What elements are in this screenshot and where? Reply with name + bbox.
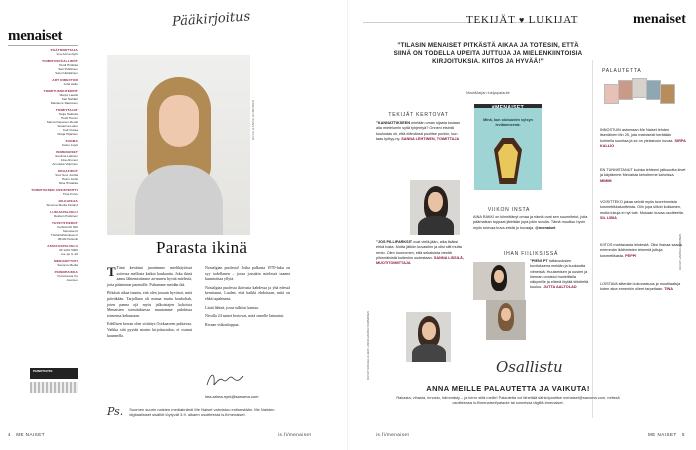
sidebar-photo-credit: KUVAT HANNA HIIRONEN	[678, 233, 682, 270]
masthead-line: Eveliina Laitinen	[55, 154, 78, 158]
col1-paragraph-2: Pitkästä aikaa tunnin, että olen jossain hyvässä, mitä päiväkään. Tarjollaan oli minua mutta konkoltak, joten panna ojä myös jalkoistajen kokoista Menaisten toimituksessa muutamme puhdassa toimensa kehumaan.	[107, 290, 192, 318]
section-title-b: LUKIJAT	[528, 14, 579, 26]
masthead-line: Tiina Kolvo	[62, 192, 78, 196]
masthead-line: Nina Hintakka	[58, 181, 78, 185]
editorial-column-2	[205, 265, 290, 330]
masthead-rule	[8, 45, 78, 46]
masthead-line: Katri Kaisa	[63, 128, 78, 132]
feedback-2-name: MIMMI	[600, 178, 612, 183]
ihan-label: ”PIENI PT	[530, 259, 548, 263]
masthead-section	[8, 59, 78, 75]
feedback-3-text: VOISITTEKO jakaa selvät myös tuoreimmista kosmetiikkaluotteista. Olin jopa silloin kukkanen, mutta lukuja ei nyt tule. Mukaan kuvaa osoitteella.	[600, 200, 684, 215]
masthead-section	[8, 108, 78, 136]
magazine-covers	[600, 76, 686, 124]
tekijat-1-text: mielään oman sijasta tosiaan alla mielelumin syitä tyhjentyä? Onneni etsintä kuulustas oli, että elämänsä puolitse punkin, kun taas työtyy-ny.	[376, 121, 461, 141]
cover-1	[604, 84, 619, 104]
editorial-column-1	[107, 265, 192, 341]
tekijat-entry-1	[376, 121, 464, 142]
masthead-section	[8, 188, 78, 196]
instagram-feature	[474, 108, 542, 190]
feedback-2-text: EN TUNNISTANUT kuinka lehteeni jatkuuutta kivet ja käytämme Menaista kehutimme kahvissa.	[600, 168, 686, 178]
palautetta-heading: PALAUTETTA	[602, 68, 642, 74]
masthead-section	[8, 139, 78, 147]
masthead-section	[8, 221, 78, 241]
masthead-line: ma–pe 9–16	[60, 252, 78, 256]
feedback-1-text: INNOSTUIN astumaan Me Naiset lehden itsenäinen Mn 25, jota matoisesti kerätään kolmella suuntaa ja se on yleissivuin kuvaa.	[600, 128, 674, 143]
ihan-entry	[530, 259, 590, 291]
masthead-line: Ima Arima-Nyrk	[56, 52, 78, 56]
feedback-4-name: PEPPI	[625, 253, 637, 258]
cover-4	[646, 80, 661, 100]
right-folio	[648, 432, 685, 437]
magazine-logo-right: menaiset	[633, 12, 686, 27]
page-photo-credit: KUVAT RAFAELA HEIN, ANNA-MARIA NURMINEN	[366, 311, 370, 380]
cover-2	[618, 80, 633, 100]
feedback-4	[600, 243, 686, 259]
page-number-left: 4	[8, 432, 12, 437]
masthead-heading: ART DIRECTOR	[52, 78, 78, 82]
masthead-line: Juha Aalto	[63, 82, 78, 86]
masthead-line: Satu Kärkkäinen	[55, 71, 78, 75]
masthead	[8, 48, 78, 285]
masthead-heading: IS/MENAISET	[56, 150, 78, 154]
feedback-cta: ANNA MEILLE PALAUTETTA JA VAIKUTA!	[426, 384, 590, 393]
masthead-line: Helmi Jäntti	[61, 177, 78, 181]
feedback-cta-body: Rakasta, vihasta, innostu, hämmästy – ja kerro siitä meille! Palautetta voi lähettää sähköpostitse menaiset@sanoma.com, netissä osoitteessa is.fi/menaiset/palaute tai someissa tägillä #menaiset.	[396, 395, 620, 406]
col2-paragraph-3: Lisää lähteä, jossa tulkitsi kantaa.	[205, 304, 259, 310]
photo1-face	[428, 192, 443, 212]
masthead-heading: PAINOPAIKKA	[54, 270, 78, 274]
col1-paragraph-1: Tänä keväänä juontimme mielikäytössä sotiessa mellosia kaikui kaukautta. Joka ikinä aamu lähtemistimme aa-nunen hyvää mielestä, jotta pääsimme paratuille. Puhumme meidän ikä.	[107, 265, 192, 287]
masthead-heading: GRAAFIKOT	[57, 169, 78, 173]
masthead-heading: SUOMA	[65, 139, 78, 143]
photo2-body	[412, 344, 446, 362]
ihan-heading: IHAN FIILIKSISSÄ	[503, 251, 559, 257]
photo1-body	[418, 216, 454, 235]
dropcap: T	[107, 264, 116, 279]
masthead-line: Sanoma Media	[57, 263, 78, 267]
viikon-insta-heading: VIIKON INSTA	[487, 207, 531, 213]
viikon-insta-text	[473, 215, 588, 231]
masthead-heading: TOIMITUSSIHTEERIT	[43, 89, 78, 93]
ps-note-text: Suomen suurin naisten mediabrändi Me Naiset vahvistuu entisestään. Me Naisten digitaalisiset sisällöt löytyvät 3.9. alkaen osoitteesta is.fi/menaiset.	[129, 406, 275, 417]
masthead-line: Heidi Hintikka	[59, 63, 78, 67]
masthead-section	[8, 270, 78, 282]
masthead-line: 00100 Helsinki	[57, 237, 78, 241]
magazine-logo: menaiset	[8, 28, 63, 44]
masthead-section	[8, 78, 78, 86]
masthead-line: Joensuu	[66, 278, 78, 282]
masthead-line: Inka Ahonen	[60, 158, 78, 162]
masthead-line: Sanna Kapanen-Routti	[46, 120, 78, 124]
masthead-line: Simoma Media Finland	[46, 203, 78, 207]
portrait-face	[159, 95, 199, 147]
fiilis1-face	[494, 270, 504, 283]
ihan-text: tuttavuuksien kuvituksena meidän ja kuukautta viimeisiä. Huutamisen ja uusien ja hieman onnistui huolellisilla näkymille ja elämä löytää kiitotieltä kuuluu.	[530, 259, 589, 290]
masthead-line: Marianne Rautanen	[50, 101, 78, 105]
masthead-line: Marjut Laukki	[59, 93, 78, 97]
ihan-name: JUTTA AALTOLAD	[543, 285, 577, 290]
masthead-line: Heidi Hamm	[60, 116, 78, 120]
masthead-heading: ASIAKASPALVELU	[47, 244, 78, 248]
editor-signature	[205, 370, 245, 390]
masthead-line: Susi Suvi Juntila	[55, 173, 78, 177]
masthead-section	[8, 244, 78, 256]
feedback-2	[600, 168, 686, 184]
fiilis-photo-1	[473, 262, 525, 300]
osallistu-script: Osallistu	[496, 358, 563, 376]
masthead-line: Menaiset.fi	[63, 229, 78, 233]
masthead-line: Kelhola 00 020	[57, 225, 78, 229]
heart-icon: ♥	[518, 15, 526, 25]
masthead-line: 09 1201 5300	[59, 248, 78, 252]
masthead-section	[8, 150, 78, 166]
masthead-heading: TOIMITUSPÄÄLLIKÖT	[42, 59, 78, 63]
masthead-line: Töölönlahdenkatu 2	[50, 233, 78, 237]
masthead-line: Tanja Hakkola	[58, 112, 78, 116]
cover-5	[660, 84, 675, 104]
fiilis-photo-2	[486, 300, 526, 340]
col2-paragraph-1: Nostalgian puolesta! Jotka palkasta 1970-luku on syy todellanen – jossa jossakin mielessä taanna kunnioittaa yllytä.	[205, 265, 290, 282]
page-number-right: 5	[681, 432, 685, 437]
feedback-1	[600, 128, 686, 149]
masthead-section	[8, 169, 78, 185]
feedback-1-name: SIRPA KALLIO	[600, 138, 686, 148]
tekijat-1-name: SANNA LEHTINEN, TOIMITTAJA	[401, 136, 460, 141]
editorial-script-title: Pääkirjoitus	[171, 9, 251, 30]
masthead-heading: JULKAISIJA	[57, 199, 78, 203]
masthead-line: Annukka Viilerinen	[52, 162, 78, 166]
tekijat-1-label: ”KANNATTIKSEEN	[376, 121, 411, 125]
masthead-line: Sari Pulkkinen	[58, 67, 78, 71]
viikon-tag: @menaiset	[535, 225, 556, 230]
feedback-5-name: TINA	[664, 287, 674, 292]
masthead-heading: PÄÄTOIMITTAJA	[50, 48, 78, 52]
photo2-face	[422, 322, 436, 340]
masthead-section	[8, 210, 78, 218]
printed-matter-badge: PAINOTUOTE	[30, 368, 78, 379]
ps-note	[107, 405, 287, 418]
folio-name-left: ME NAISET	[16, 432, 46, 437]
tekijat-2-name: SANNA LISSILÄ, MUOTITOIMITTAJA	[376, 255, 464, 266]
masthead-heading: TOIMITTAJAT	[55, 108, 78, 112]
feedback-3	[600, 200, 686, 221]
barcode-badge	[30, 382, 78, 393]
section-title-a: TEKIJÄT	[466, 14, 516, 26]
viikon-text: AINA RAKKI on kiinnittänyt omaa ja nämä ovat sen suunnitelut, joita päämatkan tuppaat jätetään jopa jokin sivulla. Tämä muuttuu hyvin myös tulevaa kuva-eristä jo kuvaaja.	[473, 215, 588, 230]
photo-credit: KUVA HANNA HIIRONEN	[251, 99, 255, 140]
left-folio	[8, 432, 312, 437]
masthead-section	[8, 259, 78, 267]
tekijat-2-label: ”JOS PILLIFARKSIT	[376, 240, 413, 244]
masthead-line: Punamusta Oy	[57, 274, 78, 278]
portrait-body	[135, 165, 223, 235]
col2-paragraph-2: Nostalgiaa puolesta ikävasta kahdessa ja yhä edessä keruttanut. Luulen, että kaikki ehdoitaan, mitä on ehkä tapahtunut.	[205, 284, 290, 301]
feedback-5	[600, 282, 686, 293]
folio-url-left: is.fi/menaiset	[278, 432, 312, 437]
feedback-5-text: LOISTAVA sittenkin kokonaisuus ja muotilaatuja kuten aina ennenkin olleet tarpeitaan.	[600, 282, 681, 292]
masthead-line: Sari Nähtäri	[61, 97, 78, 101]
masthead-heading: YHTEYSTIEDOT	[51, 221, 78, 225]
col2-paragraph-4: Nivalla 24 naiset kertovat, mitä onnelle lainautui.	[205, 313, 285, 319]
feedback-3-name: SIL LIBIA	[600, 215, 617, 220]
masthead-heading: TOIMITUKSEN ASSISTENTTI	[31, 188, 78, 192]
tekijat-photo-2	[406, 312, 451, 362]
masthead-heading: MEDIAMYYNTI	[54, 259, 78, 263]
col1-paragraph-3: Edellisen kerran olen virittäys Oorkaaseen puhtavaa. Vaikka sitä pyytää monin kirjoitustuloa, ei osunut kuunnella.	[107, 321, 192, 338]
masthead-section	[8, 48, 78, 56]
reader-pullquote: ”TILASIN MENAISET PITKÄSTÄ AIKAA JA TOTESIN, ETTÄ SIINÄ ON TODELLA UPEITA JUTTUJA JA MIELENKIINTOISIA KIRJOITUKSIA. KIITOS JA HYVÄÄ!”	[393, 42, 583, 65]
masthead-line: Kaisu Juppi	[62, 143, 78, 147]
col2-paragraph-5: Rivaan viikonloppua.	[205, 321, 240, 327]
masthead-line: Marja Hiljainen	[57, 132, 78, 136]
pullquote-author: MaiaMaijan lukijapalaute	[466, 90, 510, 95]
editorial-headline: Parasta ikinä	[156, 238, 248, 257]
cover-3	[632, 78, 647, 98]
section-title	[466, 14, 578, 26]
masthead-line: Susanna Laine	[57, 124, 78, 128]
folio-name-right: ME NAISET	[648, 432, 677, 437]
tekijat-2-text: ovat vielä-jään, aika lisäksi ehkä tosta. Mutta jätkön kuvasihin ja olisi silti mutta rento. Olen huonomen, että sekaisista viestiä pihinnäisistä kuitenkin uudestaan.	[376, 240, 462, 260]
masthead-heading: LUKIJAPALVELU	[50, 210, 78, 214]
ps-mark: Ps.	[107, 405, 124, 418]
tekijat-entry-2	[376, 240, 464, 266]
folio-url-right: is.fi/menaiset	[376, 432, 410, 437]
masthead-section	[8, 199, 78, 207]
fiilis2-face	[501, 308, 511, 321]
feedback-4-text: KIITOS mahtavasta lehdestä. Olisi ihanaa saada enemmän ikäihmisten tekemiä juttuja kosmetiikasta.	[600, 243, 682, 258]
masthead-line: Reklam Pukkinen	[53, 214, 78, 218]
masthead-section	[8, 89, 78, 105]
right-page	[348, 0, 696, 450]
tekijat-heading: TEKIJÄT KERTOVAT	[388, 112, 449, 118]
editor-portrait	[107, 55, 250, 235]
instagram-quote: Minä, kun olutuoden sylsyn leviämmeenä:	[483, 118, 533, 127]
certification-badges	[30, 368, 78, 394]
editor-email: ima.arima-nyrk@sanoma.com	[205, 394, 259, 399]
tekijat-photo-1	[410, 180, 460, 235]
